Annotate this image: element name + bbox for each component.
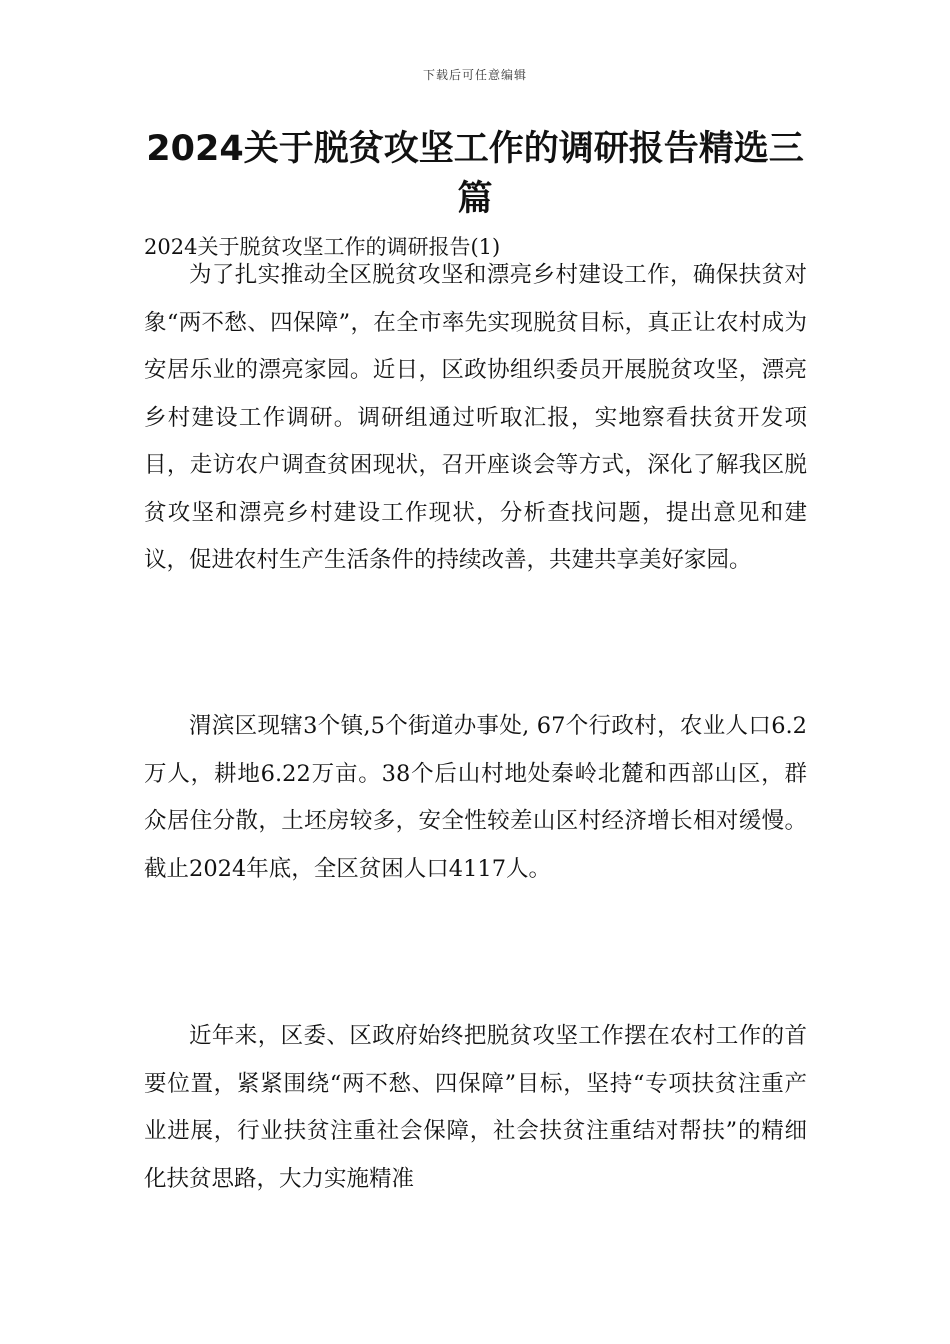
document-title: 2024关于脱贫攻坚工作的调研报告精选三篇 <box>146 129 804 219</box>
section-subtitle: 2024关于脱贫攻坚工作的调研报告(1) <box>144 235 501 259</box>
paragraph-district-overview: 渭滨区现辖3个镇,5个街道办事处, 67个行政村，农业人口6.2万人，耕地6.22万亩。38个后山村地处秦岭北麓和西部山区，群众居住分散，土坯房较多，安全性较差山区村经济增长相对缓慢。截止2024年底，全区贫困人口4117人。 <box>144 713 807 882</box>
header-note: 下载后可任意编辑 <box>422 68 527 82</box>
paragraph-recent-work: 近年来，区委、区政府始终把脱贫攻坚工作摆在农村工作的首要位置，紧紧围绕“两不愁、四保障”目标，坚持“专项扶贫注重产业进展，行业扶贫注重社会保障，社会扶贫注重结对帮扶”的精细化扶贫思路，大力实施精准 <box>144 1023 807 1192</box>
paragraph-intro: 为了扎实推动全区脱贫攻坚和漂亮乡村建设工作，确保扶贫对象“两不愁、四保障”，在全市率先实现脱贫目标，真正让农村成为安居乐业的漂亮家园。近日，区政协组织委员开展脱贫攻坚，漂亮乡村建设工作调研。调研组通过听取汇报，实地察看扶贫开发项目，走访农户调查贫困现状，召开座谈会等方式，深化了解我区脱贫攻坚和漂亮乡村建设工作现状，分析查找问题，提出意见和建议，促进农村生产生活条件的持续改善，共建共享美好家园。 <box>144 262 807 573</box>
